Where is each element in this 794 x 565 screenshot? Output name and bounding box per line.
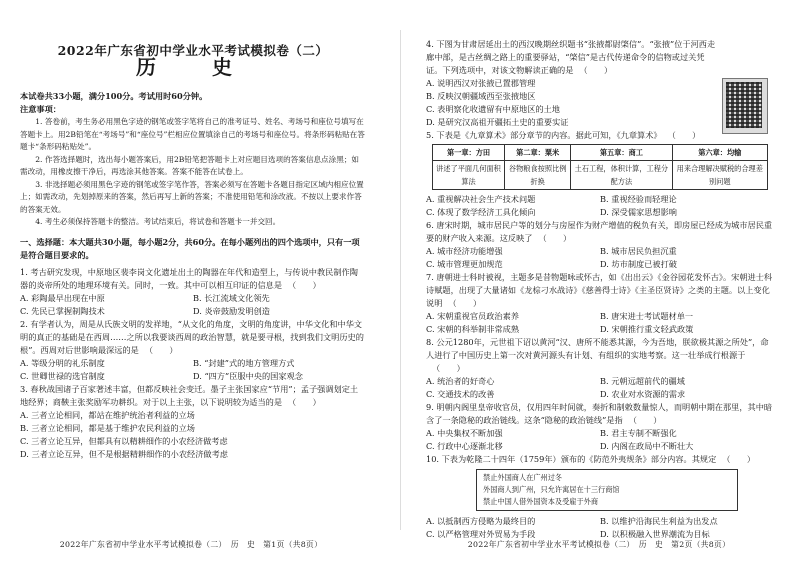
section-heading: 一、选择题：本大题共30小题，每小题2分，共60分。在每小题列出的四个选项中，只有一项是符合题目要求的。 bbox=[20, 236, 360, 260]
question-3 bbox=[20, 383, 366, 461]
option-d: D. 内阁在政局中不断壮大 bbox=[600, 441, 694, 451]
regulation-box bbox=[476, 469, 738, 511]
table-cell: 用来合理解决赋税的合理差别问题 bbox=[672, 161, 767, 190]
math-table bbox=[432, 144, 768, 190]
notice-4: 4. 考生必须保持答题卡的整洁。考试结束后，将试卷和答题卡一并交回。 bbox=[35, 217, 281, 226]
table-cell: 土石工程，体积计算，工程分配方法 bbox=[571, 161, 672, 190]
option-b: B. 三者立论相同，都是基于维护农民利益的立场 bbox=[20, 422, 195, 433]
option-d: D. 农业对水资源的需求 bbox=[600, 389, 686, 399]
question-stem: 7. 唐朝进士科时被视，主题多是昔物题咏或怀古，如《出出云》《金谷园花发怀古》。宋朝进士科诗赋题，出现了大量诸如《龙棕刁水战诗》《慈善得士诗》《主圣臣贤诗》之类的主题。以上变化说明 bbox=[426, 272, 773, 308]
question-stem: 4. 下图为甘肃居延出土的西汉晚期丝织题书“张掖都尉棨信”。“张掖”位于河西走廊中部，是古丝绸之路上的重要驿站，“棨信”是古代传递命令的信物或过关凭证。下列选项中，对该文物解读正确的是 bbox=[426, 39, 716, 75]
option-c: C. 三者立论互异，但都具有以精耕细作的小农经济做考虑 bbox=[20, 435, 228, 446]
option-a: A. 重视解决社会生产技术问题 bbox=[426, 194, 536, 204]
regulation-line: 外国商人到广州，只允许寓居在十三行商馆 bbox=[483, 485, 620, 494]
option-b: B. 城市居民负担沉重 bbox=[600, 246, 677, 256]
page-footer: 2022年广东省初中学业水平考试模拟卷（二） 历 史 第2页（共8页） bbox=[467, 540, 731, 549]
option-c: C. 城市管理更加规范 bbox=[426, 259, 503, 269]
option-d: D. 深受儒家思想影响 bbox=[600, 207, 677, 217]
question-stem: 2. 有学者认为，周是从氏族文明的发祥地，“从文化的角度，文明的角度讲，中华文化和中华文明的真正的基础是在西周……之所以我要谈西周的政治智慧，就是要寻根，找到我们文明历史的根”。西周对后世影响最深远的是 bbox=[20, 318, 364, 355]
option-b: B. 长江流域文化领先 bbox=[193, 292, 270, 303]
option-c: C. 以严格管理对外贸易为手段 bbox=[426, 529, 536, 539]
table-header: 第五章：商工 bbox=[571, 145, 672, 161]
option-d: D. 以积极融入世界潮流为目标 bbox=[600, 529, 710, 539]
option-a: A. 等级分明的礼乐制度 bbox=[20, 357, 105, 368]
option-a: A. 统治者的好奇心 bbox=[426, 376, 495, 386]
option-a: A. 中央集权不断加强 bbox=[426, 428, 503, 438]
question-stem: 10. 下表为乾隆二十四年（1759年）颁布的《防范外夷规条》部分内容。其规定 bbox=[426, 454, 717, 464]
answer-paren: （ ） bbox=[538, 233, 572, 243]
question-2 bbox=[20, 318, 366, 383]
option-b: B. 以维护沿海民生利益为出发点 bbox=[600, 516, 718, 526]
option-c: C. 世卿世禄的选官制度 bbox=[20, 370, 105, 381]
option-d: D. 炎帝鼓励发明创造 bbox=[193, 305, 270, 316]
option-b: B. 君主专制不断强化 bbox=[600, 428, 677, 438]
option-a: A. 三者立论相同，都站在维护统治者利益的立场 bbox=[20, 409, 195, 420]
answer-paren: （ ） bbox=[448, 298, 482, 308]
option-a: A. 城市经济功能增强 bbox=[426, 246, 503, 256]
exam-intro: 本试卷共33小题，满分100分。考试用时60分钟。 bbox=[20, 91, 208, 101]
question-stem: 5. 下表是《九章算术》部分章节的内容。据此可知，《九章算术》 bbox=[426, 130, 662, 140]
exam-page-right bbox=[408, 0, 790, 565]
option-c: C. 交通技术的改善 bbox=[426, 389, 495, 399]
table-cell: 讲述了平面几何面积算法 bbox=[433, 161, 505, 190]
option-c: C. 宋朝的科举制非常成熟 bbox=[426, 324, 520, 334]
question-6 bbox=[426, 219, 774, 271]
question-stem: 8. 公元1280年，元世祖下诏以黄河“汉、唐所不能悉其源，今为吾地，朕欲极其源之所处”，命人进行了中国历史上第一次对黄河源头有计划、有组织的实地考察。这一壮举成行根源于 bbox=[426, 337, 769, 360]
option-d: D. 是研究汉高祖开疆拓土史的重要实证 bbox=[426, 117, 569, 127]
page-divider bbox=[400, 30, 401, 530]
option-c: C. 行政中心逐渐北移 bbox=[426, 441, 503, 451]
option-b: B. 唐宋进士考试题材单一 bbox=[600, 311, 694, 321]
exam-page-left bbox=[0, 0, 382, 565]
option-c: C. 表明察化收遗留有中原地区的土地 bbox=[426, 104, 560, 114]
question-10 bbox=[426, 453, 774, 541]
artifact-image bbox=[722, 78, 768, 134]
answer-paren: （ ） bbox=[288, 279, 321, 290]
table-header: 第六章：均输 bbox=[672, 145, 767, 161]
table-cell: 谷物粮食按照比例折换 bbox=[505, 161, 571, 190]
answer-paren: （ ） bbox=[628, 415, 662, 425]
option-d: D. 三者立论互异，但不是根据精耕细作的小农经济做考虑 bbox=[20, 448, 228, 459]
answer-paren: （ ） bbox=[579, 65, 613, 75]
question-stem: 1. 考古研究发现，中原地区裴李岗文化遗址出土的陶器在年代和造型上，与传说中教民制作陶器的炎帝所处的地理环境有关。同时，一致。其中可以相互印证的信息是 bbox=[20, 266, 358, 290]
option-a: A. 说明西汉对张掖已置郡管理 bbox=[426, 78, 536, 88]
notice-2: 2. 作答选择题时，选出每小题答案后，用2B铅笔把答题卡上对应题目选项的答案信息点涂黑；如需改动，用橡皮擦干净后，再选涂其他答案。答案不能答在试卷上。 bbox=[20, 154, 360, 176]
notice-heading: 注意事项： bbox=[20, 104, 61, 114]
option-d: D. 宋朝推行重文轻武政策 bbox=[600, 324, 694, 334]
option-b: B. 元朝远超前代的疆域 bbox=[600, 376, 685, 386]
question-9 bbox=[426, 401, 774, 453]
notice-3: 3. 非选择题必须用黑色字迹的钢笔或签字笔作答，答案必须写在答题卡各题目指定区域内相应位置上；如需改动，先划掉原来的答案，然后再写上新的答案；不准使用铅笔和涂改液。不按以上要求作答的答案无效。 bbox=[20, 179, 364, 214]
question-5 bbox=[426, 129, 774, 219]
answer-paren: （ ） bbox=[722, 454, 756, 464]
question-stem: 3. 春秋战国诸子百家著述丰富，但都反映社会变迁。墨子主张国家应“节用”；孟子强调划定土地经界；商鞅主张奖励军功耕织。对于以上主张，以下说明较为适当的是 bbox=[20, 383, 359, 407]
option-b: B. 重视经验而轻理论 bbox=[600, 194, 677, 204]
table-header: 第二章：粟米 bbox=[505, 145, 571, 161]
table-header: 第一章：方田 bbox=[433, 145, 505, 161]
option-b: B. 反映汉朝疆域西至张掖地区 bbox=[426, 91, 536, 101]
option-d: D. “四方”臣服中央的国家观念 bbox=[193, 370, 303, 381]
option-d: D. 坊市制度已被打破 bbox=[600, 259, 677, 269]
notice-1: 1. 答卷前，考生务必用黑色字迹的钢笔或签字笔将自己的准考证号、姓名、考场号和座位号填写在答题卡上。用2B铅笔在“考场号”和“座位号”栏相应位置填涂自己的考场号和座位号。将条形码粘贴在答题卡“条形码粘贴处”。 bbox=[20, 117, 365, 151]
regulation-line: 禁止中国人借外国资本及受雇于外商 bbox=[483, 497, 599, 506]
question-stem: 6. 唐宋时期，城市居民户等的划分与房屋作为财产增值的税负有关，即房屋已经成为城市居民重要的财产收入来源。这反映了 bbox=[426, 220, 773, 243]
option-c: C. 体现了数学经济工具化倾向 bbox=[426, 207, 536, 217]
answer-paren: （ ） bbox=[432, 363, 465, 373]
option-a: A. 以抵制西方侵略为最终目的 bbox=[426, 516, 536, 526]
regulation-line: 禁止外国商人在广州过冬 bbox=[483, 473, 563, 482]
answer-paren: （ ） bbox=[288, 396, 321, 407]
question-7 bbox=[426, 271, 774, 336]
question-8 bbox=[426, 336, 774, 401]
question-1 bbox=[20, 266, 366, 318]
page-footer: 2022年广东省初中学业水平考试模拟卷（二） 历 史 第1页（共8页） bbox=[59, 540, 323, 549]
question-stem: 9. 明朝内阁里皇帝收官员，仅用四年时间就，奏折和制敕数量惊人，而明朝中期在那里，其中暗含了一条隐秘的政治链线。这条“隐秘的政治链线”是指 bbox=[426, 402, 773, 425]
option-a: A. 彩陶最早出现在中原 bbox=[20, 292, 105, 303]
answer-paren: （ ） bbox=[144, 344, 178, 355]
option-c: C. 先民已掌握制陶技术 bbox=[20, 305, 105, 316]
exam-title: 2022年广东省初中学业水平考试模拟卷（二） bbox=[57, 43, 329, 58]
answer-paren: （ ） bbox=[667, 130, 701, 140]
subject-heading: 历 史 bbox=[136, 55, 250, 79]
option-a: A. 宋朝重视官员政治素养 bbox=[426, 311, 519, 321]
option-b: B. “封建”式的地方管理方式 bbox=[193, 357, 295, 368]
